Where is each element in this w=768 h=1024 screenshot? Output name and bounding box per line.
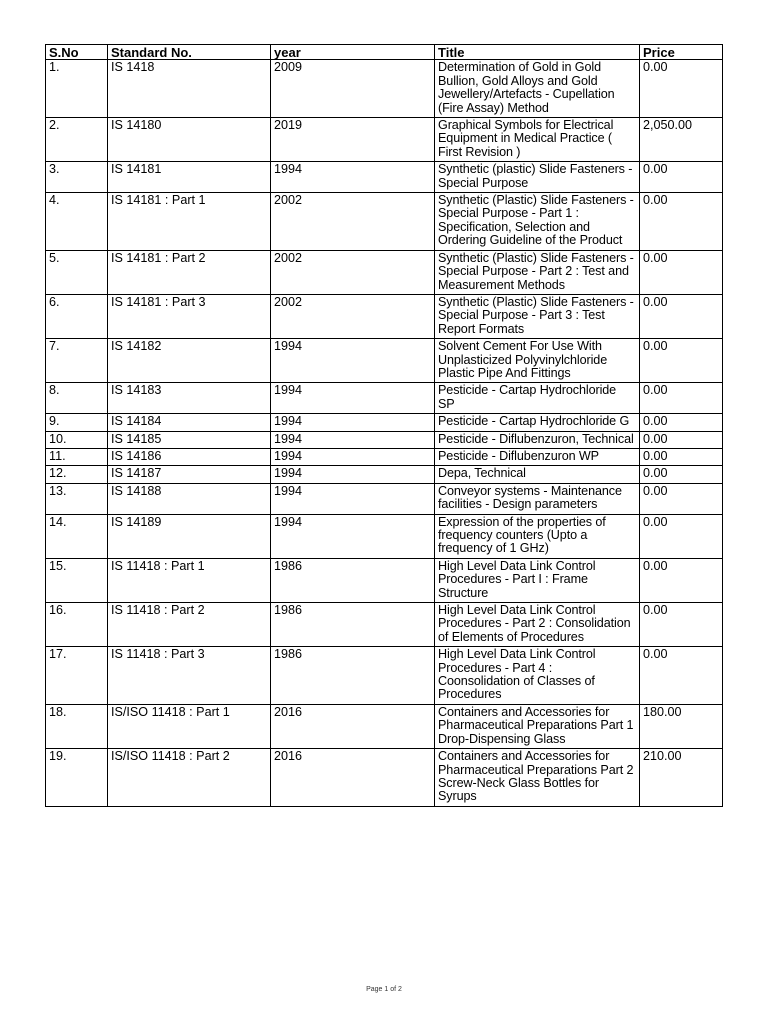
cell-standard-no: IS 14181: [108, 162, 271, 193]
cell-price: 0.00: [640, 558, 723, 602]
cell-sno: 17.: [46, 647, 108, 705]
table-row: [46, 383, 723, 414]
table-row: [46, 448, 723, 465]
cell-year: 1986: [271, 647, 435, 705]
header-standard-no: Standard No.: [108, 45, 271, 60]
table-row: [46, 431, 723, 448]
table-header-row: [46, 45, 723, 60]
table-row: [46, 294, 723, 338]
cell-standard-no: IS 14182: [108, 339, 271, 383]
cell-year: 1986: [271, 603, 435, 647]
cell-year: 2016: [271, 704, 435, 748]
cell-standard-no: IS 14187: [108, 466, 271, 483]
cell-title: High Level Data Link Control Procedures - Part 2 : Consolidation of Elements of Procedures: [435, 603, 640, 647]
standards-table: [45, 44, 723, 807]
cell-year: 1994: [271, 162, 435, 193]
cell-sno: 1.: [46, 60, 108, 118]
cell-sno: 7.: [46, 339, 108, 383]
table-row: [46, 414, 723, 431]
cell-price: 0.00: [640, 250, 723, 294]
cell-title: Depa, Technical: [435, 466, 640, 483]
cell-title: Pesticide - Diflubenzuron, Technical: [435, 431, 640, 448]
table-row: [46, 193, 723, 251]
cell-standard-no: IS 14181 : Part 2: [108, 250, 271, 294]
cell-sno: 2.: [46, 118, 108, 162]
cell-title: Containers and Accessories for Pharmaceutical Preparations Part 1 Drop-Dispensing Glass: [435, 704, 640, 748]
table-row: [46, 514, 723, 558]
table-row: [46, 647, 723, 705]
table-row: [46, 558, 723, 602]
cell-price: 0.00: [640, 414, 723, 431]
cell-price: 210.00: [640, 749, 723, 807]
cell-price: 0.00: [640, 162, 723, 193]
cell-title: Expression of the properties of frequency counters (Upto a frequency of 1 GHz): [435, 514, 640, 558]
cell-year: 2016: [271, 749, 435, 807]
cell-price: 0.00: [640, 294, 723, 338]
cell-standard-no: IS 14188: [108, 483, 271, 514]
cell-year: 1986: [271, 558, 435, 602]
cell-title: Synthetic (Plastic) Slide Fasteners - Special Purpose - Part 2 : Test and Measurement Methods: [435, 250, 640, 294]
header-year: year: [271, 45, 435, 60]
cell-standard-no: IS 14185: [108, 431, 271, 448]
cell-sno: 6.: [46, 294, 108, 338]
cell-price: 0.00: [640, 339, 723, 383]
cell-year: 1994: [271, 339, 435, 383]
table-row: [46, 118, 723, 162]
cell-year: 1994: [271, 383, 435, 414]
cell-sno: 3.: [46, 162, 108, 193]
cell-year: 1994: [271, 431, 435, 448]
cell-price: 0.00: [640, 60, 723, 118]
cell-title: Containers and Accessories for Pharmaceutical Preparations Part 2 Screw-Neck Glass Bottles for Syrups: [435, 749, 640, 807]
header-title: Title: [435, 45, 640, 60]
cell-title: Graphical Symbols for Electrical Equipment in Medical Practice ( First Revision ): [435, 118, 640, 162]
cell-sno: 8.: [46, 383, 108, 414]
table-row: [46, 60, 723, 118]
cell-year: 2002: [271, 294, 435, 338]
table-row: [46, 250, 723, 294]
cell-year: 2019: [271, 118, 435, 162]
cell-year: 1994: [271, 466, 435, 483]
cell-standard-no: IS 14186: [108, 448, 271, 465]
cell-sno: 10.: [46, 431, 108, 448]
table-row: [46, 483, 723, 514]
cell-title: Determination of Gold in Gold Bullion, Gold Alloys and Gold Jewellery/Artefacts - Cupellation (Fire Assay) Method: [435, 60, 640, 118]
cell-year: 2002: [271, 250, 435, 294]
cell-year: 2002: [271, 193, 435, 251]
cell-title: Pesticide - Cartap Hydrochloride SP: [435, 383, 640, 414]
cell-standard-no: IS 14181 : Part 1: [108, 193, 271, 251]
cell-title: Synthetic (Plastic) Slide Fasteners - Special Purpose - Part 3 : Test Report Formats: [435, 294, 640, 338]
cell-sno: 12.: [46, 466, 108, 483]
page-number: Page 1 of 2: [366, 986, 402, 993]
cell-year: 2009: [271, 60, 435, 118]
cell-price: 0.00: [640, 431, 723, 448]
cell-sno: 5.: [46, 250, 108, 294]
cell-sno: 14.: [46, 514, 108, 558]
table-row: [46, 162, 723, 193]
cell-price: 0.00: [640, 448, 723, 465]
cell-standard-no: IS 14184: [108, 414, 271, 431]
table-row: [46, 466, 723, 483]
cell-price: 0.00: [640, 193, 723, 251]
cell-title: Synthetic (Plastic) Slide Fasteners - Special Purpose - Part 1 : Specification, Selection and Ordering Guideline of the Product: [435, 193, 640, 251]
cell-sno: 11.: [46, 448, 108, 465]
cell-year: 1994: [271, 483, 435, 514]
table-row: [46, 339, 723, 383]
cell-standard-no: IS 14183: [108, 383, 271, 414]
cell-price: 0.00: [640, 647, 723, 705]
cell-title: Solvent Cement For Use With Unplasticized Polyvinylchloride Plastic Pipe And Fittings: [435, 339, 640, 383]
header-price: Price: [640, 45, 723, 60]
cell-price: 0.00: [640, 483, 723, 514]
table-row: [46, 603, 723, 647]
cell-price: 180.00: [640, 704, 723, 748]
cell-title: High Level Data Link Control Procedures - Part 4 : Coonsolidation of Classes of Procedures: [435, 647, 640, 705]
cell-year: 1994: [271, 448, 435, 465]
cell-standard-no: IS 14180: [108, 118, 271, 162]
cell-price: 0.00: [640, 466, 723, 483]
header-sno: S.No: [46, 45, 108, 60]
cell-title: Pesticide - Diflubenzuron WP: [435, 448, 640, 465]
cell-sno: 13.: [46, 483, 108, 514]
cell-price: 0.00: [640, 514, 723, 558]
cell-standard-no: IS 14181 : Part 3: [108, 294, 271, 338]
cell-sno: 15.: [46, 558, 108, 602]
cell-standard-no: IS 11418 : Part 3: [108, 647, 271, 705]
cell-standard-no: IS/ISO 11418 : Part 1: [108, 704, 271, 748]
cell-sno: 9.: [46, 414, 108, 431]
cell-standard-no: IS/ISO 11418 : Part 2: [108, 749, 271, 807]
cell-standard-no: IS 14189: [108, 514, 271, 558]
cell-price: 0.00: [640, 603, 723, 647]
cell-sno: 16.: [46, 603, 108, 647]
cell-year: 1994: [271, 414, 435, 431]
cell-year: 1994: [271, 514, 435, 558]
cell-sno: 18.: [46, 704, 108, 748]
table-row: [46, 704, 723, 748]
cell-price: 0.00: [640, 383, 723, 414]
cell-standard-no: IS 11418 : Part 1: [108, 558, 271, 602]
cell-standard-no: IS 1418: [108, 60, 271, 118]
cell-title: Synthetic (plastic) Slide Fasteners - Special Purpose: [435, 162, 640, 193]
cell-title: Pesticide - Cartap Hydrochloride G: [435, 414, 640, 431]
cell-price: 2,050.00: [640, 118, 723, 162]
cell-sno: 4.: [46, 193, 108, 251]
cell-title: Conveyor systems - Maintenance facilities - Design parameters: [435, 483, 640, 514]
table-row: [46, 749, 723, 807]
cell-sno: 19.: [46, 749, 108, 807]
cell-standard-no: IS 11418 : Part 2: [108, 603, 271, 647]
cell-title: High Level Data Link Control Procedures - Part I : Frame Structure: [435, 558, 640, 602]
